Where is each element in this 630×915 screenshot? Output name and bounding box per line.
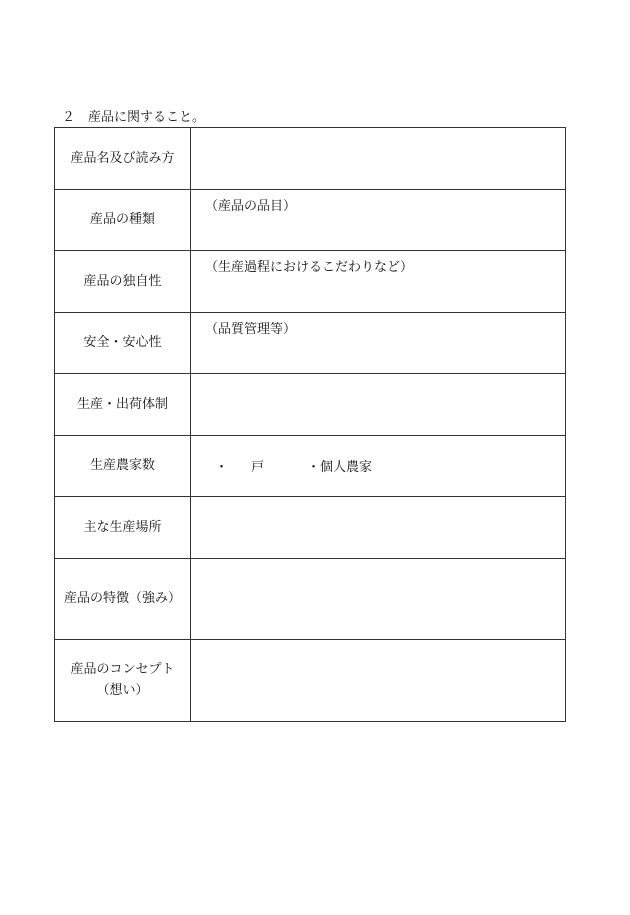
field-production-location[interactable]: [191, 497, 566, 559]
label-features: 産品の特徴（強み）: [55, 558, 191, 640]
label-product-name: 産品名及び読み方: [55, 128, 191, 190]
table-row: [55, 189, 566, 251]
table-row: [55, 128, 566, 190]
label-production-shipping: 生産・出荷体制: [55, 374, 191, 436]
farmer-unit: 戸: [251, 460, 265, 476]
label-concept-line2: （想い）: [96, 683, 149, 699]
farmer-bullet: ・: [215, 460, 229, 476]
label-safety: 安全・安心性: [55, 312, 191, 374]
field-product-name[interactable]: [191, 128, 566, 190]
label-farmer-count: 生産農家数: [55, 435, 191, 497]
section-title: ２ 産品に関すること。: [62, 110, 206, 125]
field-concept[interactable]: [191, 640, 566, 722]
note-safety: （品質管理等）: [205, 321, 297, 337]
field-farmer-count[interactable]: [191, 435, 566, 497]
table-row: [55, 251, 566, 313]
table-row: [55, 640, 566, 722]
field-uniqueness[interactable]: [191, 251, 566, 313]
table-row: [55, 435, 566, 497]
note-product-type: （産品の品目）: [205, 198, 297, 214]
table-row: [55, 497, 566, 559]
label-concept: [55, 640, 191, 722]
label-uniqueness: 産品の独自性: [55, 251, 191, 313]
table-row: [55, 558, 566, 640]
field-features[interactable]: [191, 558, 566, 640]
field-safety[interactable]: [191, 312, 566, 374]
label-product-type: 産品の種類: [55, 189, 191, 251]
table-row: [55, 312, 566, 374]
individual-farmer-label: ・個人農家: [307, 460, 373, 476]
table-row: [55, 374, 566, 436]
label-production-location: 主な生産場所: [55, 497, 191, 559]
field-production-shipping[interactable]: [191, 374, 566, 436]
field-product-type[interactable]: [191, 189, 566, 251]
product-info-table: [54, 127, 566, 722]
farmer-count-line: [191, 456, 565, 475]
note-uniqueness: （生産過程におけるこだわりなど）: [205, 260, 414, 275]
label-concept-line1: 産品のコンセプト: [70, 662, 175, 678]
